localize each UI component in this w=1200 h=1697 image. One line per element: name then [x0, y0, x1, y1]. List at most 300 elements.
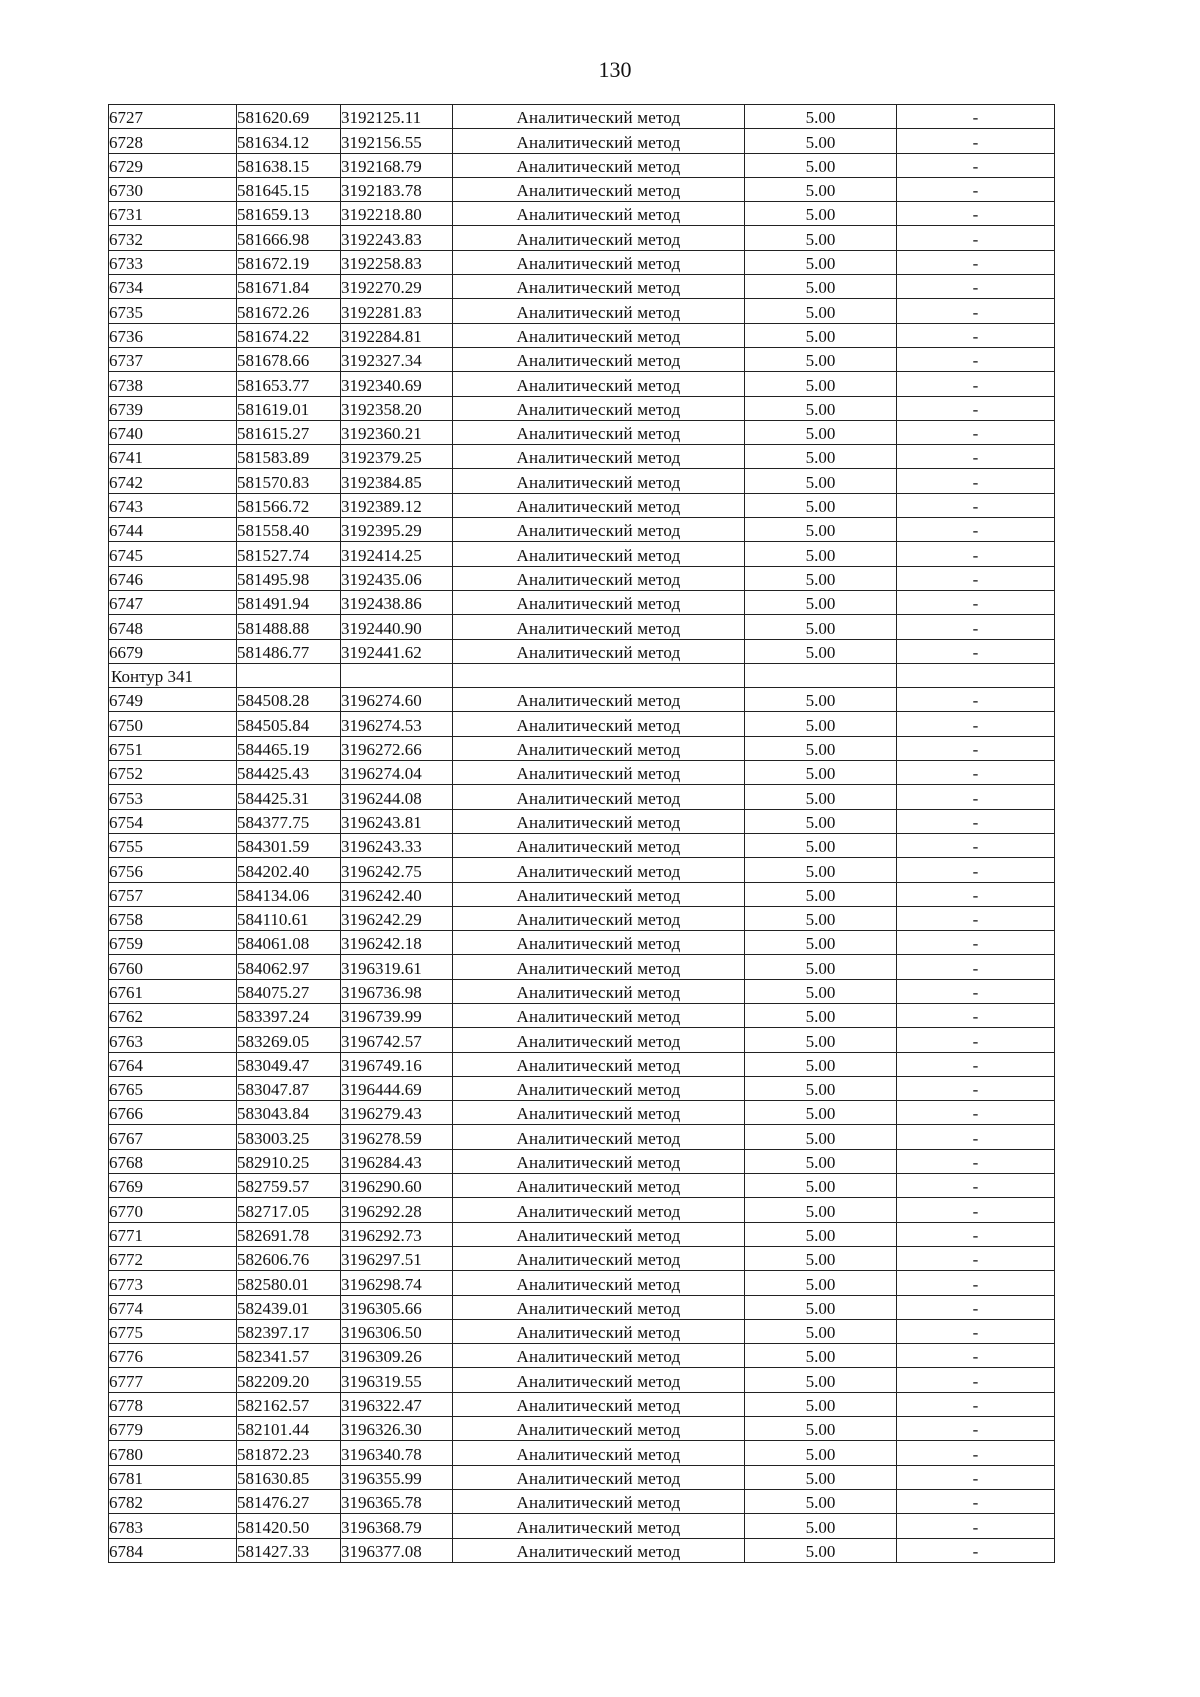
x-coordinate-cell: 581672.19	[237, 250, 341, 274]
note-cell: -	[897, 955, 1055, 979]
y-coordinate-cell: 3196284.43	[341, 1149, 453, 1173]
point-id-cell: 6731	[109, 202, 237, 226]
x-coordinate-cell: 584508.28	[237, 688, 341, 712]
y-coordinate-cell: 3196326.30	[341, 1417, 453, 1441]
method-cell: Аналитический метод	[453, 1246, 745, 1270]
method-cell: Аналитический метод	[453, 1125, 745, 1149]
error-cell: 5.00	[745, 469, 897, 493]
y-coordinate-cell: 3192281.83	[341, 299, 453, 323]
method-cell: Аналитический метод	[453, 566, 745, 590]
note-cell: -	[897, 688, 1055, 712]
method-cell: Аналитический метод	[453, 469, 745, 493]
y-coordinate-cell: 3192168.79	[341, 153, 453, 177]
point-id-cell: 6732	[109, 226, 237, 250]
x-coordinate-cell: 581615.27	[237, 420, 341, 444]
x-coordinate-cell: 583049.47	[237, 1052, 341, 1076]
y-coordinate-cell: 3196749.16	[341, 1052, 453, 1076]
note-cell: -	[897, 590, 1055, 614]
method-cell: Аналитический метод	[453, 906, 745, 930]
error-cell: 5.00	[745, 1222, 897, 1246]
point-id-cell: 6761	[109, 979, 237, 1003]
method-cell: Аналитический метод	[453, 809, 745, 833]
note-cell: -	[897, 1319, 1055, 1343]
error-cell: 5.00	[745, 809, 897, 833]
table-row	[109, 906, 1055, 930]
y-coordinate-cell: 3196298.74	[341, 1271, 453, 1295]
y-coordinate-cell: 3192438.86	[341, 590, 453, 614]
method-cell: Аналитический метод	[453, 1149, 745, 1173]
method-cell: Аналитический метод	[453, 1538, 745, 1562]
y-coordinate-cell: 3196243.81	[341, 809, 453, 833]
note-cell: -	[897, 1174, 1055, 1198]
x-coordinate-cell: 582910.25	[237, 1149, 341, 1173]
x-coordinate-cell: 583003.25	[237, 1125, 341, 1149]
y-coordinate-cell: 3196244.08	[341, 785, 453, 809]
error-cell: 5.00	[745, 955, 897, 979]
note-cell: -	[897, 1125, 1055, 1149]
error-cell: 5.00	[745, 1465, 897, 1489]
note-cell: -	[897, 615, 1055, 639]
error-cell: 5.00	[745, 1392, 897, 1416]
point-id-cell: 6752	[109, 761, 237, 785]
point-id-cell: 6781	[109, 1465, 237, 1489]
error-cell: 5.00	[745, 1003, 897, 1027]
table-row	[109, 469, 1055, 493]
x-coordinate-cell: 584505.84	[237, 712, 341, 736]
method-cell: Аналитический метод	[453, 493, 745, 517]
error-cell: 5.00	[745, 785, 897, 809]
x-coordinate-cell: 584075.27	[237, 979, 341, 1003]
x-coordinate-cell: 584425.43	[237, 761, 341, 785]
point-id-cell: 6774	[109, 1295, 237, 1319]
error-cell: 5.00	[745, 177, 897, 201]
error-cell: 5.00	[745, 761, 897, 785]
method-cell: Аналитический метод	[453, 1319, 745, 1343]
method-cell: Аналитический метод	[453, 396, 745, 420]
x-coordinate-cell: 581666.98	[237, 226, 341, 250]
method-cell: Аналитический метод	[453, 323, 745, 347]
note-cell: -	[897, 1028, 1055, 1052]
y-coordinate-cell: 3192284.81	[341, 323, 453, 347]
note-cell: -	[897, 1538, 1055, 1562]
table-row	[109, 1417, 1055, 1441]
table-row	[109, 1489, 1055, 1513]
point-id-cell: 6746	[109, 566, 237, 590]
table-row	[109, 542, 1055, 566]
table-row	[109, 518, 1055, 542]
point-id-cell: 6728	[109, 129, 237, 153]
x-coordinate-cell: 582341.57	[237, 1344, 341, 1368]
page-number: 130	[598, 57, 632, 82]
x-coordinate-cell: 581527.74	[237, 542, 341, 566]
empty-cell	[453, 663, 745, 687]
point-id-cell: 6765	[109, 1076, 237, 1100]
y-coordinate-cell: 3196736.98	[341, 979, 453, 1003]
table-row	[109, 566, 1055, 590]
point-id-cell: 6742	[109, 469, 237, 493]
coordinates-table-body	[109, 105, 1055, 1563]
note-cell: -	[897, 1392, 1055, 1416]
note-cell: -	[897, 1465, 1055, 1489]
x-coordinate-cell: 584425.31	[237, 785, 341, 809]
note-cell: -	[897, 542, 1055, 566]
note-cell: -	[897, 1222, 1055, 1246]
error-cell: 5.00	[745, 1052, 897, 1076]
y-coordinate-cell: 3192340.69	[341, 372, 453, 396]
table-row	[109, 372, 1055, 396]
method-cell: Аналитический метод	[453, 1174, 745, 1198]
method-cell: Аналитический метод	[453, 542, 745, 566]
method-cell: Аналитический метод	[453, 979, 745, 1003]
table-row	[109, 882, 1055, 906]
point-id-cell: 6780	[109, 1441, 237, 1465]
x-coordinate-cell: 581570.83	[237, 469, 341, 493]
point-id-cell: 6766	[109, 1101, 237, 1125]
error-cell: 5.00	[745, 129, 897, 153]
note-cell: -	[897, 105, 1055, 129]
x-coordinate-cell: 584465.19	[237, 736, 341, 760]
method-cell: Аналитический метод	[453, 1198, 745, 1222]
point-id-cell: 6783	[109, 1514, 237, 1538]
y-coordinate-cell: 3192327.34	[341, 347, 453, 371]
method-cell: Аналитический метод	[453, 177, 745, 201]
point-id-cell: 6779	[109, 1417, 237, 1441]
method-cell: Аналитический метод	[453, 1076, 745, 1100]
point-id-cell: 6760	[109, 955, 237, 979]
note-cell: -	[897, 250, 1055, 274]
table-row	[109, 590, 1055, 614]
method-cell: Аналитический метод	[453, 250, 745, 274]
table-row	[109, 1052, 1055, 1076]
y-coordinate-cell: 3192258.83	[341, 250, 453, 274]
note-cell: -	[897, 518, 1055, 542]
method-cell: Аналитический метод	[453, 712, 745, 736]
note-cell: -	[897, 1198, 1055, 1222]
note-cell: -	[897, 323, 1055, 347]
note-cell: -	[897, 566, 1055, 590]
y-coordinate-cell: 3192441.62	[341, 639, 453, 663]
y-coordinate-cell: 3196297.51	[341, 1246, 453, 1270]
method-cell: Аналитический метод	[453, 518, 745, 542]
y-coordinate-cell: 3192414.25	[341, 542, 453, 566]
y-coordinate-cell: 3196290.60	[341, 1174, 453, 1198]
y-coordinate-cell: 3192218.80	[341, 202, 453, 226]
x-coordinate-cell: 581488.88	[237, 615, 341, 639]
note-cell: -	[897, 275, 1055, 299]
table-row	[109, 858, 1055, 882]
table-row	[109, 323, 1055, 347]
method-cell: Аналитический метод	[453, 1368, 745, 1392]
table-row	[109, 736, 1055, 760]
y-coordinate-cell: 3196274.53	[341, 712, 453, 736]
table-row	[109, 1392, 1055, 1416]
method-cell: Аналитический метод	[453, 1222, 745, 1246]
method-cell: Аналитический метод	[453, 1028, 745, 1052]
point-id-cell: 6727	[109, 105, 237, 129]
note-cell: -	[897, 639, 1055, 663]
x-coordinate-cell: 582606.76	[237, 1246, 341, 1270]
empty-cell	[237, 663, 341, 687]
point-id-cell: 6758	[109, 906, 237, 930]
y-coordinate-cell: 3192270.29	[341, 275, 453, 299]
y-coordinate-cell: 3196340.78	[341, 1441, 453, 1465]
y-coordinate-cell: 3192360.21	[341, 420, 453, 444]
point-id-cell: 6755	[109, 833, 237, 857]
error-cell: 5.00	[745, 882, 897, 906]
table-row	[109, 396, 1055, 420]
note-cell: -	[897, 882, 1055, 906]
y-coordinate-cell: 3196739.99	[341, 1003, 453, 1027]
error-cell: 5.00	[745, 226, 897, 250]
y-coordinate-cell: 3196274.04	[341, 761, 453, 785]
error-cell: 5.00	[745, 202, 897, 226]
table-row	[109, 299, 1055, 323]
table-row	[109, 1441, 1055, 1465]
error-cell: 5.00	[745, 639, 897, 663]
section-row	[109, 663, 1055, 687]
note-cell: -	[897, 1246, 1055, 1270]
x-coordinate-cell: 583397.24	[237, 1003, 341, 1027]
x-coordinate-cell: 581476.27	[237, 1489, 341, 1513]
error-cell: 5.00	[745, 299, 897, 323]
x-coordinate-cell: 581583.89	[237, 445, 341, 469]
x-coordinate-cell: 581645.15	[237, 177, 341, 201]
point-id-cell: 6679	[109, 639, 237, 663]
note-cell: -	[897, 1149, 1055, 1173]
section-label: Контур 341	[109, 663, 237, 687]
method-cell: Аналитический метод	[453, 372, 745, 396]
x-coordinate-cell: 583269.05	[237, 1028, 341, 1052]
point-id-cell: 6782	[109, 1489, 237, 1513]
note-cell: -	[897, 177, 1055, 201]
point-id-cell: 6745	[109, 542, 237, 566]
table-row	[109, 275, 1055, 299]
x-coordinate-cell: 581495.98	[237, 566, 341, 590]
x-coordinate-cell: 581620.69	[237, 105, 341, 129]
error-cell: 5.00	[745, 979, 897, 1003]
point-id-cell: 6738	[109, 372, 237, 396]
method-cell: Аналитический метод	[453, 202, 745, 226]
y-coordinate-cell: 3192384.85	[341, 469, 453, 493]
error-cell: 5.00	[745, 1368, 897, 1392]
empty-cell	[745, 663, 897, 687]
x-coordinate-cell: 581674.22	[237, 323, 341, 347]
x-coordinate-cell: 582209.20	[237, 1368, 341, 1392]
point-id-cell: 6733	[109, 250, 237, 274]
table-row	[109, 1538, 1055, 1562]
point-id-cell: 6729	[109, 153, 237, 177]
method-cell: Аналитический метод	[453, 688, 745, 712]
point-id-cell: 6770	[109, 1198, 237, 1222]
note-cell: -	[897, 1101, 1055, 1125]
x-coordinate-cell: 581491.94	[237, 590, 341, 614]
x-coordinate-cell: 582101.44	[237, 1417, 341, 1441]
method-cell: Аналитический метод	[453, 785, 745, 809]
method-cell: Аналитический метод	[453, 761, 745, 785]
y-coordinate-cell: 3192183.78	[341, 177, 453, 201]
error-cell: 5.00	[745, 445, 897, 469]
table-row	[109, 1198, 1055, 1222]
error-cell: 5.00	[745, 1101, 897, 1125]
table-row	[109, 1028, 1055, 1052]
table-row	[109, 129, 1055, 153]
note-cell: -	[897, 1271, 1055, 1295]
y-coordinate-cell: 3196242.29	[341, 906, 453, 930]
x-coordinate-cell: 582162.57	[237, 1392, 341, 1416]
table-row	[109, 1003, 1055, 1027]
note-cell: -	[897, 202, 1055, 226]
table-row	[109, 833, 1055, 857]
table-row	[109, 445, 1055, 469]
y-coordinate-cell: 3192125.11	[341, 105, 453, 129]
error-cell: 5.00	[745, 372, 897, 396]
y-coordinate-cell: 3196242.40	[341, 882, 453, 906]
x-coordinate-cell: 583047.87	[237, 1076, 341, 1100]
note-cell: -	[897, 1003, 1055, 1027]
method-cell: Аналитический метод	[453, 1392, 745, 1416]
x-coordinate-cell: 582759.57	[237, 1174, 341, 1198]
method-cell: Аналитический метод	[453, 931, 745, 955]
error-cell: 5.00	[745, 396, 897, 420]
note-cell: -	[897, 1295, 1055, 1319]
error-cell: 5.00	[745, 542, 897, 566]
error-cell: 5.00	[745, 1319, 897, 1343]
table-row	[109, 931, 1055, 955]
table-row	[109, 979, 1055, 1003]
y-coordinate-cell: 3196355.99	[341, 1465, 453, 1489]
note-cell: -	[897, 1489, 1055, 1513]
table-row	[109, 250, 1055, 274]
table-row	[109, 1344, 1055, 1368]
error-cell: 5.00	[745, 1489, 897, 1513]
error-cell: 5.00	[745, 1514, 897, 1538]
table-row	[109, 493, 1055, 517]
error-cell: 5.00	[745, 250, 897, 274]
point-id-cell: 6778	[109, 1392, 237, 1416]
error-cell: 5.00	[745, 1125, 897, 1149]
method-cell: Аналитический метод	[453, 1344, 745, 1368]
point-id-cell: 6771	[109, 1222, 237, 1246]
note-cell: -	[897, 469, 1055, 493]
table-row	[109, 177, 1055, 201]
error-cell: 5.00	[745, 1149, 897, 1173]
note-cell: -	[897, 396, 1055, 420]
note-cell: -	[897, 1076, 1055, 1100]
x-coordinate-cell: 581634.12	[237, 129, 341, 153]
x-coordinate-cell: 582691.78	[237, 1222, 341, 1246]
point-id-cell: 6753	[109, 785, 237, 809]
x-coordinate-cell: 584377.75	[237, 809, 341, 833]
point-id-cell: 6739	[109, 396, 237, 420]
point-id-cell: 6776	[109, 1344, 237, 1368]
error-cell: 5.00	[745, 1246, 897, 1270]
point-id-cell: 6756	[109, 858, 237, 882]
error-cell: 5.00	[745, 518, 897, 542]
table-row	[109, 1125, 1055, 1149]
error-cell: 5.00	[745, 1344, 897, 1368]
y-coordinate-cell: 3196306.50	[341, 1319, 453, 1343]
y-coordinate-cell: 3192358.20	[341, 396, 453, 420]
table-row	[109, 761, 1055, 785]
error-cell: 5.00	[745, 590, 897, 614]
note-cell: -	[897, 153, 1055, 177]
point-id-cell: 6768	[109, 1149, 237, 1173]
note-cell: -	[897, 761, 1055, 785]
method-cell: Аналитический метод	[453, 1003, 745, 1027]
point-id-cell: 6772	[109, 1246, 237, 1270]
error-cell: 5.00	[745, 493, 897, 517]
note-cell: -	[897, 736, 1055, 760]
x-coordinate-cell: 581558.40	[237, 518, 341, 542]
method-cell: Аналитический метод	[453, 615, 745, 639]
error-cell: 5.00	[745, 566, 897, 590]
note-cell: -	[897, 906, 1055, 930]
table-row	[109, 347, 1055, 371]
y-coordinate-cell: 3196278.59	[341, 1125, 453, 1149]
error-cell: 5.00	[745, 858, 897, 882]
method-cell: Аналитический метод	[453, 858, 745, 882]
y-coordinate-cell: 3196368.79	[341, 1514, 453, 1538]
note-cell: -	[897, 1417, 1055, 1441]
note-cell: -	[897, 833, 1055, 857]
x-coordinate-cell: 581619.01	[237, 396, 341, 420]
error-cell: 5.00	[745, 420, 897, 444]
empty-cell	[897, 663, 1055, 687]
note-cell: -	[897, 1052, 1055, 1076]
note-cell: -	[897, 445, 1055, 469]
note-cell: -	[897, 931, 1055, 955]
y-coordinate-cell: 3196319.61	[341, 955, 453, 979]
table-row	[109, 688, 1055, 712]
error-cell: 5.00	[745, 1295, 897, 1319]
method-cell: Аналитический метод	[453, 590, 745, 614]
table-row	[109, 1465, 1055, 1489]
y-coordinate-cell: 3196319.55	[341, 1368, 453, 1392]
table-row	[109, 809, 1055, 833]
x-coordinate-cell: 582580.01	[237, 1271, 341, 1295]
x-coordinate-cell: 581872.23	[237, 1441, 341, 1465]
table-row	[109, 1319, 1055, 1343]
method-cell: Аналитический метод	[453, 639, 745, 663]
point-id-cell: 6754	[109, 809, 237, 833]
table-row	[109, 1246, 1055, 1270]
error-cell: 5.00	[745, 1174, 897, 1198]
point-id-cell: 6767	[109, 1125, 237, 1149]
table-row	[109, 615, 1055, 639]
method-cell: Аналитический метод	[453, 1465, 745, 1489]
point-id-cell: 6763	[109, 1028, 237, 1052]
error-cell: 5.00	[745, 906, 897, 930]
note-cell: -	[897, 1441, 1055, 1465]
x-coordinate-cell: 581653.77	[237, 372, 341, 396]
table-row	[109, 1174, 1055, 1198]
table-row	[109, 1149, 1055, 1173]
y-coordinate-cell: 3196274.60	[341, 688, 453, 712]
x-coordinate-cell: 582717.05	[237, 1198, 341, 1222]
point-id-cell: 6750	[109, 712, 237, 736]
point-id-cell: 6740	[109, 420, 237, 444]
y-coordinate-cell: 3196243.33	[341, 833, 453, 857]
point-id-cell: 6749	[109, 688, 237, 712]
x-coordinate-cell: 584134.06	[237, 882, 341, 906]
y-coordinate-cell: 3196377.08	[341, 1538, 453, 1562]
method-cell: Аналитический метод	[453, 1271, 745, 1295]
x-coordinate-cell: 581420.50	[237, 1514, 341, 1538]
error-cell: 5.00	[745, 615, 897, 639]
point-id-cell: 6769	[109, 1174, 237, 1198]
y-coordinate-cell: 3192243.83	[341, 226, 453, 250]
y-coordinate-cell: 3196292.28	[341, 1198, 453, 1222]
